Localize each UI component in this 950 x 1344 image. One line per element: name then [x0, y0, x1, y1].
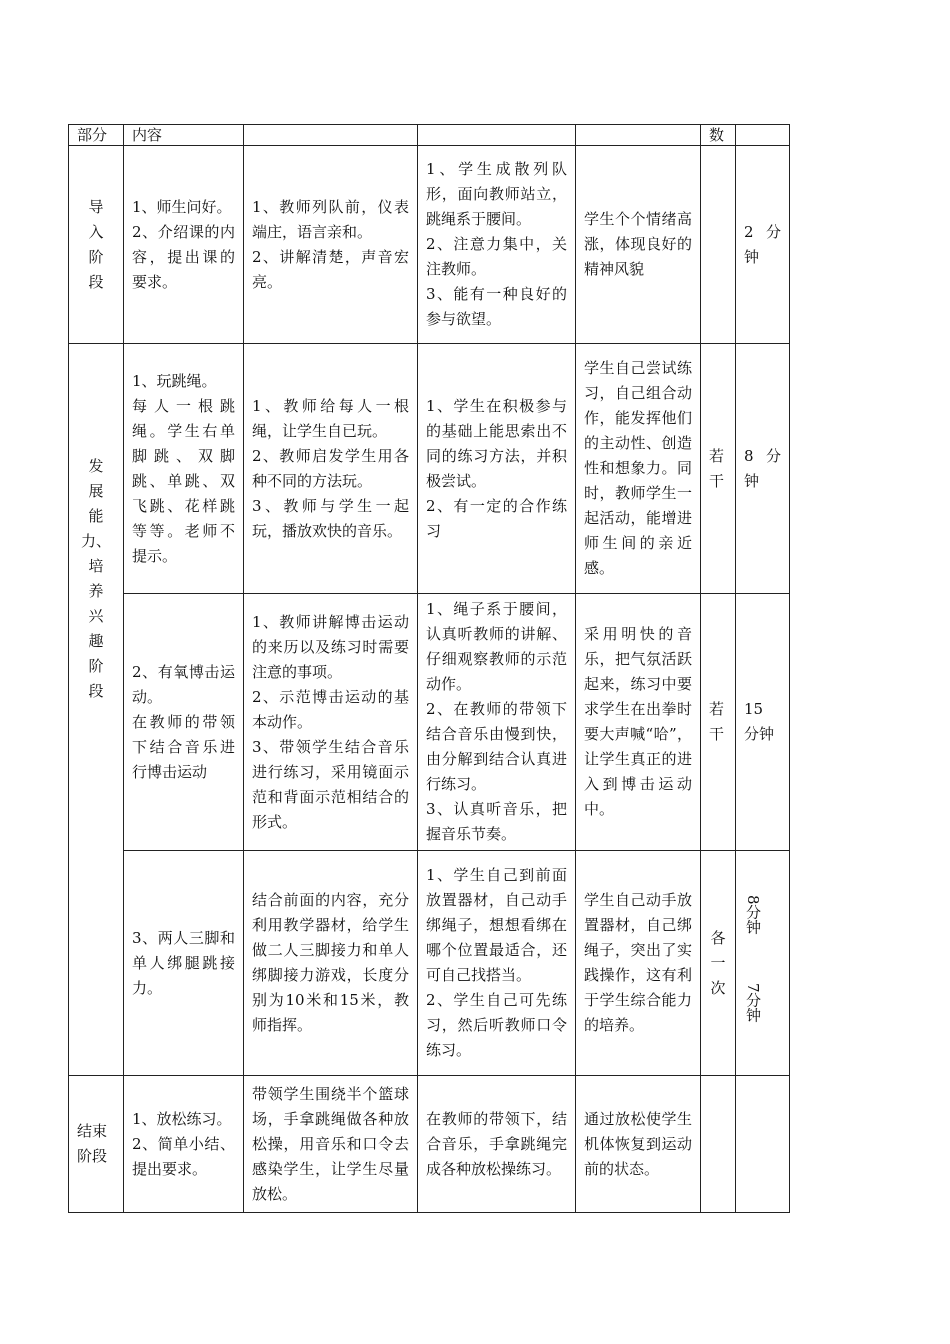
teacher-cell: 1、教师讲解博击运动的来历以及练习时需要注意的事项。 2、示范博击运动的基本动作。 3、带领学生结合音乐进行练习，采用镜面示范和背面示范相结合的形式。	[244, 594, 418, 851]
count-cell: 若干	[701, 344, 736, 594]
student-cell: 1、绳子系于腰间，认真听教师的讲解、仔细观察教师的示范动作。 2、在教师的带领下结合音乐由慢到快，由分解到结合认真进行练习。 3、认真听音乐，把握音乐节奏。	[418, 594, 576, 851]
header-row	[69, 125, 790, 146]
time-b: 7分钟	[744, 983, 762, 1023]
time-cell	[736, 851, 790, 1076]
header-count: 数	[701, 125, 736, 146]
table-row-closing	[69, 1076, 790, 1213]
table-row-boxing	[69, 594, 790, 851]
header-section: 部分	[69, 125, 124, 146]
effect-cell: 学生自己尝试练习，自己组合动作，能发挥他们的主动性、创造性和想象力。同时，教师学生一起活动，能增进师生间的亲近感。	[576, 344, 701, 594]
time-cell: 2 分钟	[736, 146, 790, 344]
table-row-intro	[69, 146, 790, 344]
student-cell: 1、学生成散列队形，面向教师站立，跳绳系于腰间。 2、注意力集中，关注教师。 3、能有一种良好的参与欲望。	[418, 146, 576, 344]
stage-intro: 导 入 阶 段	[69, 146, 124, 344]
time-cell	[736, 1076, 790, 1213]
header-student	[418, 125, 576, 146]
content-cell: 1、师生问好。 2、介绍课的内容，提出课的要求。	[124, 146, 244, 344]
content-cell: 3、两人三脚和单人绑腿跳接力。	[124, 851, 244, 1076]
teacher-cell: 1、教师给每人一根绳，让学生自已玩。 2、教师启发学生用各种不同的方法玩。 3、教师与学生一起玩，播放欢快的音乐。	[244, 344, 418, 594]
time-cell: 8 分钟	[736, 344, 790, 594]
teacher-cell: 结合前面的内容，充分利用教学器材，给学生做二人三脚接力和单人绑脚接力游戏，长度分别为10米和15米，教师指挥。	[244, 851, 418, 1076]
effect-cell: 采用明快的音乐，把气氛活跃起来，练习中要求学生在出拳时要大声喊“哈”，让学生真正的进入到博击运动中。	[576, 594, 701, 851]
count-cell: 若干	[701, 594, 736, 851]
stage-closing: 结束 阶段	[69, 1076, 124, 1213]
teacher-cell: 带领学生围绕半个篮球场，手拿跳绳做各种放松操，用音乐和口令去感染学生，让学生尽量放松。	[244, 1076, 418, 1213]
student-cell: 1、学生自己到前面放置器材，自己动手绑绳子，想想看绑在哪个位置最适合，还可自己找搭当。 2、学生自己可先练习，然后听教师口令练习。	[418, 851, 576, 1076]
header-teacher	[244, 125, 418, 146]
time-cell: 15 分钟	[736, 594, 790, 851]
header-effect	[576, 125, 701, 146]
content-cell: 2、有氧博击运动。 在教师的带领下结合音乐进行博击运动	[124, 594, 244, 851]
content-cell: 1、玩跳绳。 每人一根跳绳。学生右单脚跳、双脚跳、单跳、双飞跳、花样跳等等。老师不提示。	[124, 344, 244, 594]
count-cell: 各 一 次	[701, 851, 736, 1076]
teacher-cell: 1、教师列队前，仪表端庄，语言亲和。 2、讲解清楚，声音宏亮。	[244, 146, 418, 344]
content-cell: 1、放松练习。 2、简单小结、提出要求。	[124, 1076, 244, 1213]
header-time	[736, 125, 790, 146]
effect-cell: 学生自己动手放置器材，自己绑绳子，突出了实践操作，这有利于学生综合能力的培养。	[576, 851, 701, 1076]
count-cell	[701, 146, 736, 344]
stage-development: 发 展 能 力、 培 养 兴 趣 阶 段	[69, 344, 124, 1076]
table-row-jumprope	[69, 344, 790, 594]
student-cell: 在教师的带领下，结合音乐，手拿跳绳完成各种放松操练习。	[418, 1076, 576, 1213]
student-cell: 1、学生在积极参与的基础上能思索出不同的练习方法，并积极尝试。 2、有一定的合作练习	[418, 344, 576, 594]
count-cell	[701, 1076, 736, 1213]
table-row-relay	[69, 851, 790, 1076]
header-content: 内容	[124, 125, 244, 146]
lesson-plan-table	[68, 124, 790, 1213]
effect-cell: 学生个个情绪高涨，体现良好的精神风貌	[576, 146, 701, 344]
time-a: 8分钟	[744, 895, 762, 935]
effect-cell: 通过放松使学生机体恢复到运动前的状态。	[576, 1076, 701, 1213]
